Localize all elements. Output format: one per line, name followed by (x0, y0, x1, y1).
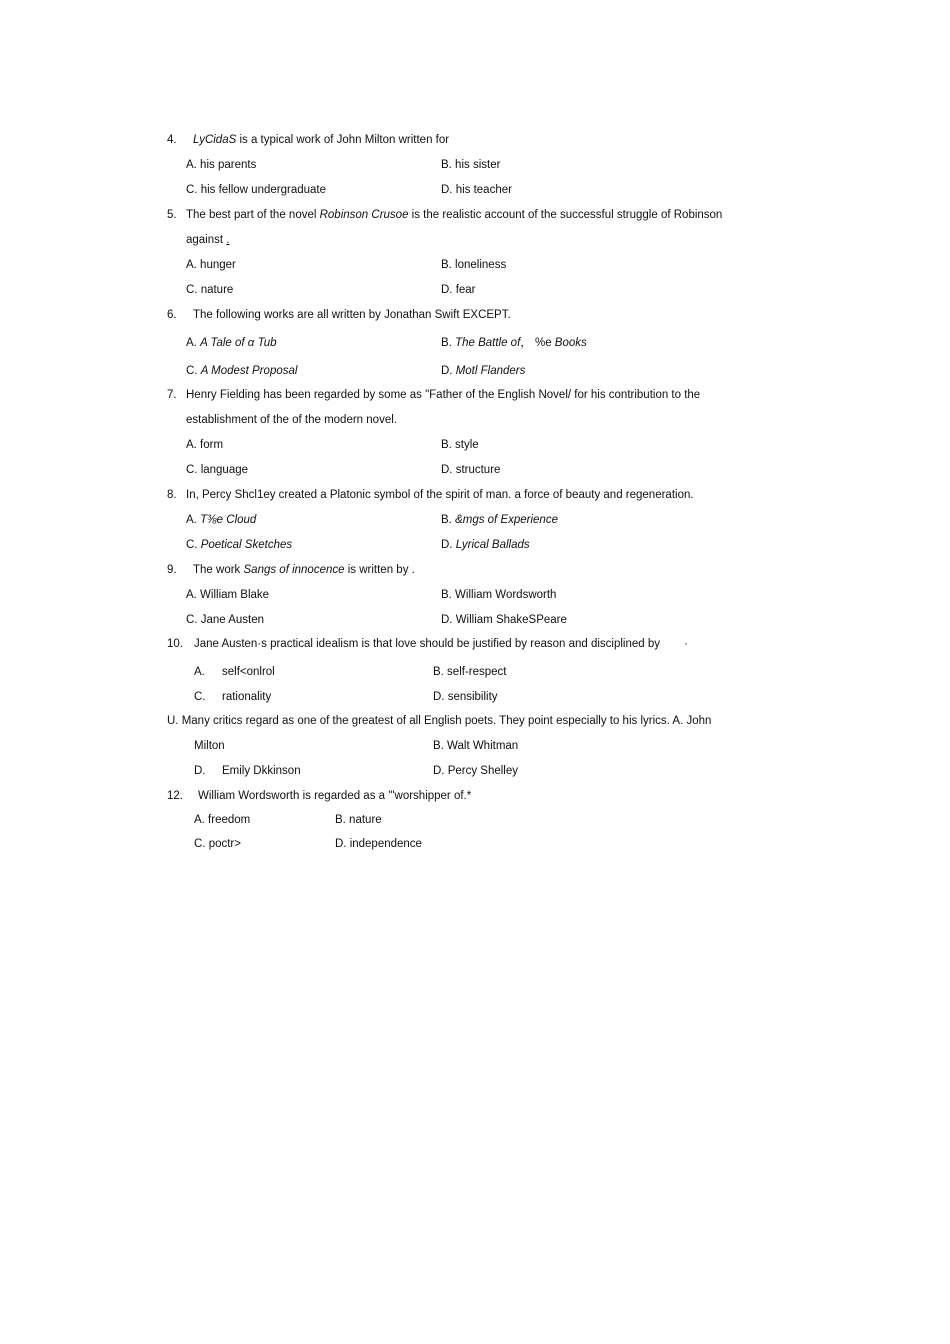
question-stem: LyCidaS is a typical work of John Milton written for (193, 134, 450, 146)
question-trail-mark: · (684, 638, 688, 650)
option-b: B. self-respect (433, 666, 507, 678)
option-b: B. his sister (441, 159, 501, 171)
option-c-label: D. (194, 765, 206, 777)
option-c: C. Jane Austen (186, 614, 264, 626)
option-d: D. Percy Shelley (433, 765, 519, 777)
option-d: D. structure (441, 464, 501, 476)
option-d: D. Motl Flanders (441, 365, 526, 377)
option-a: A. freedom (194, 814, 251, 826)
option-d: D. sensibility (433, 691, 498, 703)
question-stem: William Wordsworth is regarded as a '"worshipper of.* (198, 790, 472, 802)
option-b: B. loneliness (441, 259, 507, 271)
question-stem: The work Sangs of innocence is written by . (193, 564, 415, 576)
option-c-label: C. (194, 691, 206, 703)
question-stem: Henry Fielding has been regarded by some as "Father of the English Novel/ for his contribution to the (186, 389, 701, 401)
question-number: 6. (167, 309, 177, 321)
option-d: D. his teacher (441, 184, 512, 196)
option-d: D. Lyrical Ballads (441, 539, 530, 551)
option-c: C. nature (186, 284, 234, 296)
option-a: A. hunger (186, 259, 236, 271)
option-a-label: A. (194, 666, 205, 678)
option-a: A. William Blake (186, 589, 270, 601)
question-stem: The best part of the novel Robinson Crusoe is the realistic account of the successful struggle of Robinson (186, 209, 723, 221)
answer-blank: . (226, 234, 230, 246)
option-b: B. &mgs of Experience (441, 514, 558, 526)
option-c: C. language (186, 464, 249, 476)
question-stem: In, Percy Shcl1ey created a Platonic symbol of the spirit of man. a force of beauty and regeneration. (186, 489, 694, 501)
question-number: 10. (167, 638, 183, 650)
option-a: A. A Tale of α Tub (186, 337, 277, 349)
option-a: A. T⅜e Cloud (186, 514, 257, 526)
question-stem-continued: against . (186, 234, 230, 246)
option-a-continued: Milton (194, 740, 225, 752)
option-a: A. his parents (186, 159, 257, 171)
option-a: A. form (186, 439, 224, 451)
option-d: D. independence (335, 838, 422, 850)
option-c: rationality (222, 691, 272, 703)
question-number: 12. (167, 790, 183, 802)
option-c: C. A Modest Proposal (186, 365, 298, 377)
option-b: B. William Wordsworth (441, 589, 557, 601)
option-b: B. Walt Whitman (433, 740, 519, 752)
option-b: B. nature (335, 814, 382, 826)
question-stem: The following works are all written by Jonathan Swift EXCEPT. (193, 309, 511, 321)
option-b: B. style (441, 439, 479, 451)
question-stem-continued: establishment of the of the modern novel. (186, 414, 397, 426)
option-c: C. his fellow undergraduate (186, 184, 326, 196)
option-d: D. fear (441, 284, 476, 296)
question-number: 5. (167, 209, 177, 221)
option-c: Emily Dkkinson (222, 765, 301, 777)
option-c: C. Poetical Sketches (186, 539, 293, 551)
question-number: 8. (167, 489, 177, 501)
question-stem: U. Many critics regard as one of the greatest of all English poets. They point especially to his lyrics. A. John (167, 715, 712, 727)
question-number: 9. (167, 564, 177, 576)
option-b: B. The Battle of， %e Books (441, 337, 587, 349)
question-stem: Jane Austen·s practical idealism is that love should be justified by reason and disciplined by (194, 638, 661, 650)
option-c: C. poctr> (194, 838, 241, 850)
question-number: 4. (167, 134, 177, 146)
option-d: D. William ShakeSPeare (441, 614, 567, 626)
option-a: self<onlrol (222, 666, 275, 678)
question-number: 7. (167, 389, 177, 401)
